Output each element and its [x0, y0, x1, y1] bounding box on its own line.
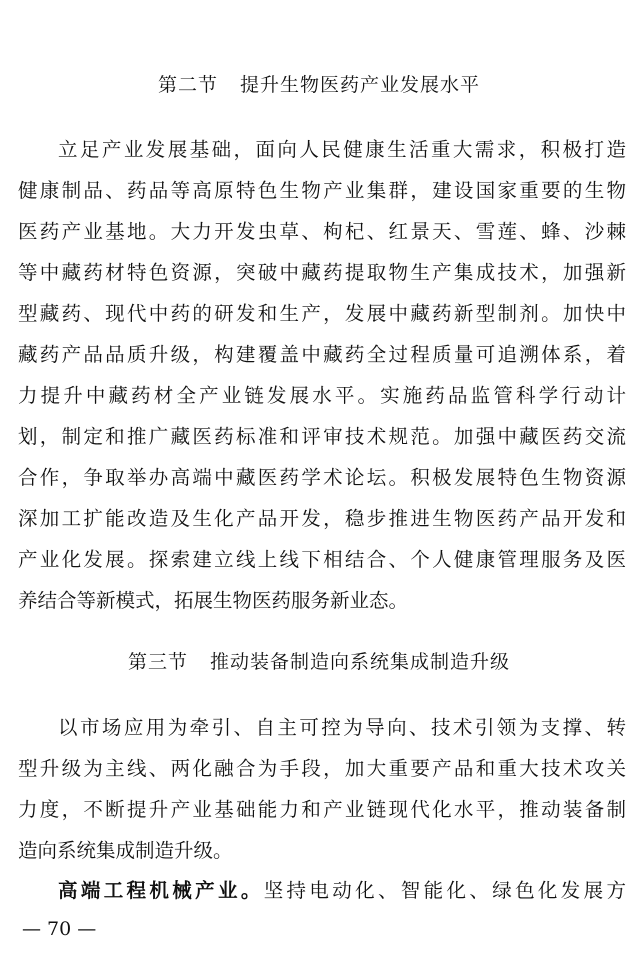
- section-title: 提升生物医药产业发展水平: [240, 74, 481, 96]
- paragraph-line: 产业化发展。探索建立线上线下相结合、个人健康管理服务及医: [18, 548, 626, 571]
- paragraph-line: 深加工扩能改造及生化产品开发，稳步推进生物医药产品开发和: [18, 507, 626, 530]
- paragraph-line: 立足产业发展基础，面向人民健康生活重大需求，积极打造: [58, 138, 626, 161]
- paragraph-line: 型藏药、现代中药的研发和生产，发展中藏药新型制剂。加快中: [18, 302, 626, 325]
- paragraph-line: 型升级为主线、两化融合为手段，加大重要产品和重大技术攻关: [18, 757, 626, 780]
- paragraph-line: 划，制定和推广藏医药标准和评审技术规范。加强中藏医药交流: [18, 425, 626, 448]
- paragraph-line: 造向系统集成制造升级。: [18, 839, 233, 862]
- paragraph-line: 医药产业基地。大力开发虫草、枸杞、红景天、雪莲、蜂、沙棘: [18, 220, 626, 243]
- paragraph-equipment: [18, 707, 626, 871]
- paragraph-biomedicine: [18, 129, 626, 621]
- paragraph-line: 以市场应用为牵引、自主可控为导向、技术引领为支撑、转: [58, 716, 626, 739]
- paragraph-line: 藏药产品品质升级，构建覆盖中藏药全过程质量可追溯体系，着: [18, 343, 626, 366]
- paragraph-line: [18, 870, 626, 911]
- paragraph-line: 养结合等新模式，拓展生物医药服务新业态。: [18, 589, 409, 612]
- paragraph-engineering-machinery: [18, 870, 626, 911]
- section-heading-2: [0, 73, 638, 97]
- paragraph-line: 力提升中藏药材全产业链发展水平。实施药品监管科学行动计: [18, 384, 626, 407]
- section-number: 第三节: [127, 651, 188, 673]
- section-heading-3: [0, 650, 638, 674]
- page-number: — 70 —: [22, 918, 97, 940]
- paragraph-line: 等中藏药材特色资源，突破中藏药提取物生产集成技术，加强新: [18, 261, 626, 284]
- paragraph-line: 力度，不断提升产业基础能力和产业链现代化水平，推动装备制: [18, 798, 626, 821]
- section-title: 推动装备制造向系统集成制造升级: [210, 651, 511, 673]
- paragraph-line: 健康制品、药品等高原特色生物产业集群，建设国家重要的生物: [18, 179, 626, 202]
- bold-lead: 高端工程机械产业。: [58, 879, 264, 902]
- lead-rest: 坚持电动化、智能化、绿色化发展方: [263, 879, 626, 902]
- section-number: 第二节: [157, 74, 218, 96]
- paragraph-line: 合作，争取举办高端中藏医药学术论坛。积极发展特色生物资源: [18, 466, 626, 489]
